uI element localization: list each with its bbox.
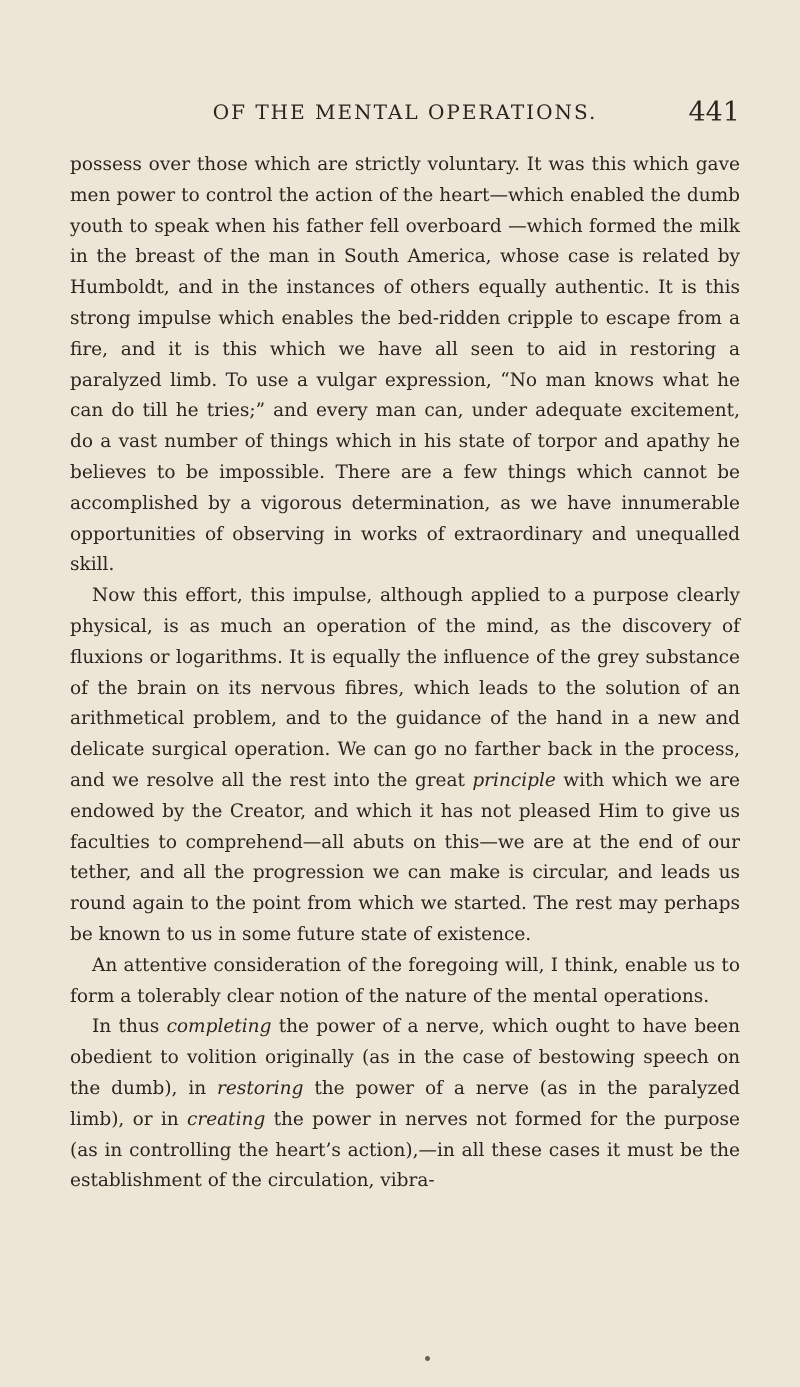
- paragraph: [70, 951, 740, 1013]
- text-run: the power of a nerve, which ought to have been obedient to volition originally (as in the case of bestowing speech on the dumb), in: [70, 1016, 740, 1099]
- paragraph: [70, 581, 740, 951]
- body-text: [70, 150, 740, 1197]
- page-number: 441: [688, 97, 740, 128]
- text-run: In thus: [92, 1016, 167, 1038]
- italic-text: creating: [187, 1108, 266, 1130]
- text-run: the power in nerves not formed for the purpose (as in controlling the heart’s action),—in all these cases it must be the establishment of the circulation, vibra-: [70, 1108, 741, 1192]
- paragraph: [70, 1012, 740, 1197]
- running-title: OF THE MENTAL OPERATIONS.: [212, 100, 598, 124]
- italic-text: completing: [166, 1016, 272, 1038]
- text-run: the power of a nerve (as in the paralyzed limb), or in: [70, 1077, 740, 1130]
- text-run: possess over those which are strictly voluntary. It was this which gave men power to control the action of the heart—which enabled the dumb youth to speak when his father fell overboard —which formed the milk in the breast of the man in South America, whose case is related by Humboldt, and in the instances of others equally authentic. It is this strong impulse which enables the bed-ridden cripple to escape from a fire, and it is this which we have all seen to aid in restoring a paralyzed limb. To use a vulgar expression, “No man knows what he can do till he tries;” and every man can, under adequate excitement, do a vast number of things which in his state of torpor and apathy he believes to be impossible. There are a few things which cannot be accomplished by a vigorous determination, as we have innumerable opportunities of observing in works of extraordinary and unequalled skill.: [70, 154, 740, 576]
- italic-text: principle: [472, 769, 556, 791]
- text-run: with which we are endowed by the Creator, and which it has not pleased Him to give us faculties to comprehend—all abuts on this—we are at the end of our tether, and all the progression we can make is circular, and leads us round again to the point from which we started. The rest may perhaps be known to us in some future state of existence.: [70, 769, 740, 945]
- paragraph: [70, 150, 740, 581]
- text-run: Now this effort, this impulse, although applied to a purpose clearly physical, is as much an operation of the mind, as the discovery of fluxions or logarithms. It is equally the influence of the grey substance of the brain on its nervous fibres, which leads to the solution of an arithmetical problem, and to the guidance of the hand in a new and delicate surgical operation. We can go no farther back in the process, and we resolve all the rest into the great: [70, 585, 740, 791]
- ink-speck: [425, 1356, 430, 1361]
- page-header: [70, 97, 740, 144]
- italic-text: restoring: [217, 1077, 304, 1099]
- text-run: An attentive consideration of the foregoing will, I think, enable us to form a tolerably clear notion of the nature of the mental operations.: [70, 954, 740, 1007]
